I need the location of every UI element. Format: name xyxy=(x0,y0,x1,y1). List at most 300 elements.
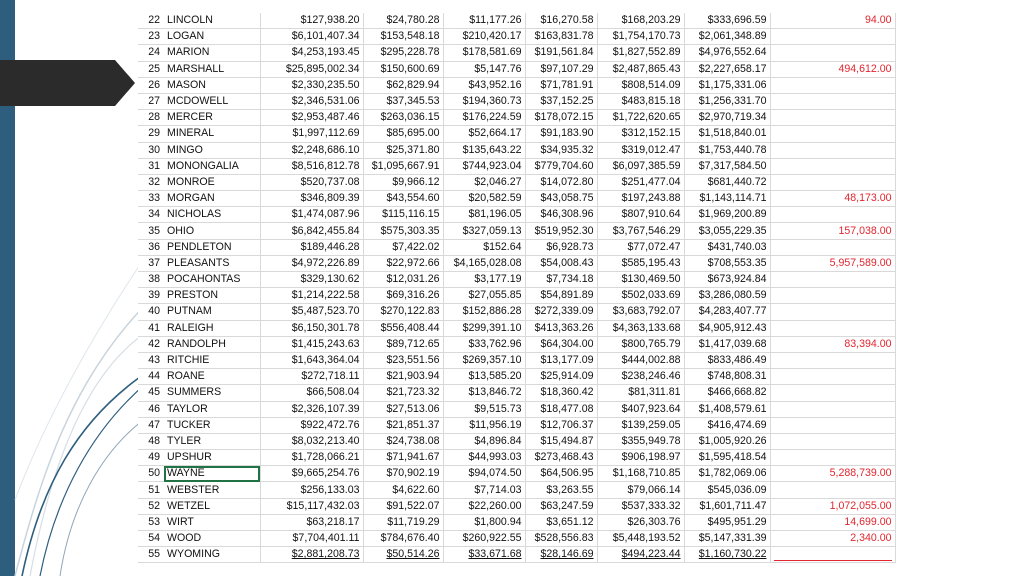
amount-cell[interactable]: $11,956.19 xyxy=(443,417,525,433)
amount-cell[interactable]: $153,548.18 xyxy=(363,29,443,45)
amount-cell[interactable]: $25,371.80 xyxy=(363,142,443,158)
extra-amount-cell[interactable] xyxy=(770,29,895,45)
amount-cell[interactable]: $89,712.65 xyxy=(363,336,443,352)
county-cell[interactable]: TUCKER xyxy=(164,417,260,433)
amount-cell[interactable]: $4,165,028.08 xyxy=(443,255,525,271)
extra-amount-cell[interactable] xyxy=(770,158,895,174)
amount-cell[interactable]: $94,074.50 xyxy=(443,466,525,482)
amount-cell[interactable]: $1,601,711.47 xyxy=(684,498,770,514)
spreadsheet xyxy=(138,13,898,569)
amount-cell[interactable]: $272,339.09 xyxy=(525,304,597,320)
amount-cell[interactable]: $585,195.43 xyxy=(597,255,684,271)
amount-cell[interactable]: $97,107.29 xyxy=(525,61,597,77)
extra-amount-cell[interactable] xyxy=(770,320,895,336)
amount-cell[interactable]: $1,415,243.63 xyxy=(260,336,363,352)
amount-cell[interactable]: $312,152.15 xyxy=(597,126,684,142)
amount-cell[interactable]: $413,363.26 xyxy=(525,320,597,336)
county-cell[interactable]: PRESTON xyxy=(164,288,260,304)
amount-cell[interactable]: $355,949.78 xyxy=(597,433,684,449)
amount-cell[interactable]: $3,286,080.59 xyxy=(684,288,770,304)
amount-cell[interactable]: $346,809.39 xyxy=(260,191,363,207)
amount-cell[interactable]: $273,468.43 xyxy=(525,450,597,466)
extra-amount-cell[interactable]: 14,699.00 xyxy=(770,514,895,530)
amount-cell[interactable]: $2,970,719.34 xyxy=(684,110,770,126)
amount-cell[interactable]: $575,303.35 xyxy=(363,223,443,239)
amount-cell[interactable]: $43,952.16 xyxy=(443,77,525,93)
amount-cell[interactable]: $15,494.87 xyxy=(525,433,597,449)
amount-cell[interactable]: $21,723.32 xyxy=(363,385,443,401)
table-row xyxy=(138,514,895,530)
row-number: 42 xyxy=(138,336,164,352)
amount-cell[interactable]: $808,514.09 xyxy=(597,77,684,93)
county-cell[interactable]: MASON xyxy=(164,77,260,93)
amount-cell[interactable]: $15,117,432.03 xyxy=(260,498,363,514)
amount-cell[interactable]: $28,146.69 xyxy=(525,547,597,563)
amount-cell[interactable]: $135,643.22 xyxy=(443,142,525,158)
amount-cell[interactable]: $7,714.03 xyxy=(443,482,525,498)
amount-cell[interactable]: $263,036.15 xyxy=(363,110,443,126)
extra-amount-cell[interactable] xyxy=(770,385,895,401)
amount-cell[interactable]: $210,420.17 xyxy=(443,29,525,45)
amount-cell[interactable]: $62,829.94 xyxy=(363,77,443,93)
amount-cell[interactable]: $11,719.29 xyxy=(363,514,443,530)
amount-cell[interactable]: $1,800.94 xyxy=(443,514,525,530)
extra-amount-cell[interactable] xyxy=(770,482,895,498)
amount-cell[interactable]: $16,270.58 xyxy=(525,13,597,29)
amount-cell[interactable]: $319,012.47 xyxy=(597,142,684,158)
extra-amount-cell[interactable]: 48,173.00 xyxy=(770,191,895,207)
amount-cell[interactable]: $13,846.72 xyxy=(443,385,525,401)
amount-cell[interactable]: $537,333.32 xyxy=(597,498,684,514)
amount-cell[interactable]: $2,346,531.06 xyxy=(260,93,363,109)
amount-cell[interactable]: $495,951.29 xyxy=(684,514,770,530)
amount-cell[interactable]: $333,696.59 xyxy=(684,13,770,29)
amount-cell[interactable]: $748,808.31 xyxy=(684,369,770,385)
extra-amount-cell[interactable] xyxy=(770,450,895,466)
amount-cell[interactable]: $194,360.73 xyxy=(443,93,525,109)
county-cell[interactable]: MORGAN xyxy=(164,191,260,207)
amount-cell[interactable]: $681,440.72 xyxy=(684,174,770,190)
amount-cell[interactable]: $327,059.13 xyxy=(443,223,525,239)
table-row xyxy=(138,482,895,498)
extra-amount-cell[interactable]: 494,612.00 xyxy=(770,61,895,77)
county-cell[interactable]: WEBSTER xyxy=(164,482,260,498)
county-cell[interactable]: PENDLETON xyxy=(164,239,260,255)
extra-amount-cell[interactable] xyxy=(770,352,895,368)
row-number: 40 xyxy=(138,304,164,320)
amount-cell[interactable]: $43,554.60 xyxy=(363,191,443,207)
amount-cell[interactable]: $150,600.69 xyxy=(363,61,443,77)
amount-cell[interactable]: $520,737.08 xyxy=(260,174,363,190)
county-cell[interactable]: RALEIGH xyxy=(164,320,260,336)
amount-cell[interactable]: $1,518,840.01 xyxy=(684,126,770,142)
county-cell[interactable]: MARION xyxy=(164,45,260,61)
amount-cell[interactable]: $54,891.89 xyxy=(525,288,597,304)
county-cell[interactable]: ROANE xyxy=(164,369,260,385)
amount-cell[interactable]: $25,914.09 xyxy=(525,369,597,385)
amount-cell[interactable]: $50,514.26 xyxy=(363,547,443,563)
amount-cell[interactable]: $139,259.05 xyxy=(597,417,684,433)
amount-cell[interactable]: $11,177.26 xyxy=(443,13,525,29)
amount-cell[interactable]: $22,260.00 xyxy=(443,498,525,514)
amount-cell[interactable]: $2,248,686.10 xyxy=(260,142,363,158)
amount-cell[interactable]: $12,706.37 xyxy=(525,417,597,433)
county-cell[interactable]: PUTNAM xyxy=(164,304,260,320)
amount-cell[interactable]: $6,842,455.84 xyxy=(260,223,363,239)
county-cell[interactable]: WETZEL xyxy=(164,498,260,514)
extra-amount-cell[interactable] xyxy=(770,417,895,433)
amount-cell[interactable]: $70,902.19 xyxy=(363,466,443,482)
amount-cell[interactable]: $2,330,235.50 xyxy=(260,77,363,93)
extra-amount-cell[interactable] xyxy=(770,272,895,288)
county-cell[interactable]: MINGO xyxy=(164,142,260,158)
county-cell[interactable]: MARSHALL xyxy=(164,61,260,77)
amount-cell[interactable]: $63,247.59 xyxy=(525,498,597,514)
amount-cell[interactable]: $1,417,039.68 xyxy=(684,336,770,352)
amount-cell[interactable]: $71,781.91 xyxy=(525,77,597,93)
amount-cell[interactable]: $519,952.30 xyxy=(525,223,597,239)
amount-cell[interactable]: $1,005,920.26 xyxy=(684,433,770,449)
row-number: 41 xyxy=(138,320,164,336)
amount-cell[interactable]: $2,953,487.46 xyxy=(260,110,363,126)
amount-cell[interactable]: $528,556.83 xyxy=(525,531,597,547)
table-row xyxy=(138,498,895,514)
amount-cell[interactable]: $708,553.35 xyxy=(684,255,770,271)
amount-cell[interactable]: $7,317,584.50 xyxy=(684,158,770,174)
extra-amount-cell[interactable]: 2,340.00 xyxy=(770,531,895,547)
amount-cell[interactable]: $63,218.17 xyxy=(260,514,363,530)
amount-cell[interactable]: $3,263.55 xyxy=(525,482,597,498)
table-row xyxy=(138,547,895,563)
table-row xyxy=(138,77,895,93)
amount-cell[interactable]: $64,506.95 xyxy=(525,466,597,482)
extra-amount-cell[interactable] xyxy=(770,207,895,223)
amount-cell[interactable]: $1,408,579.61 xyxy=(684,401,770,417)
extra-amount-cell[interactable] xyxy=(770,174,895,190)
amount-cell[interactable]: $6,097,385.59 xyxy=(597,158,684,174)
row-number: 54 xyxy=(138,531,164,547)
amount-cell[interactable]: $1,997,112.69 xyxy=(260,126,363,142)
extra-amount-cell[interactable]: 5,288,739.00 xyxy=(770,466,895,482)
table-row xyxy=(138,272,895,288)
amount-cell[interactable]: $1,143,114.71 xyxy=(684,191,770,207)
amount-cell[interactable]: $466,668.82 xyxy=(684,385,770,401)
amount-cell[interactable]: $2,881,208.73 xyxy=(260,547,363,563)
amount-cell[interactable]: $191,561.84 xyxy=(525,45,597,61)
amount-cell[interactable]: $37,152.25 xyxy=(525,93,597,109)
amount-cell[interactable]: $9,966.12 xyxy=(363,174,443,190)
amount-cell[interactable]: $176,224.59 xyxy=(443,110,525,126)
amount-cell[interactable]: $4,253,193.45 xyxy=(260,45,363,61)
table-row xyxy=(138,417,895,433)
extra-amount-cell[interactable]: 1,072,055.00 xyxy=(770,498,895,514)
row-number: 52 xyxy=(138,498,164,514)
extra-amount-cell[interactable] xyxy=(770,288,895,304)
amount-cell[interactable]: $833,486.49 xyxy=(684,352,770,368)
amount-cell[interactable]: $13,585.20 xyxy=(443,369,525,385)
amount-cell[interactable]: $7,422.02 xyxy=(363,239,443,255)
amount-cell[interactable]: $779,704.60 xyxy=(525,158,597,174)
row-number: 27 xyxy=(138,93,164,109)
amount-cell[interactable]: $24,738.08 xyxy=(363,433,443,449)
amount-cell[interactable]: $13,177.09 xyxy=(525,352,597,368)
amount-cell[interactable]: $251,477.04 xyxy=(597,174,684,190)
amount-cell[interactable]: $1,782,069.06 xyxy=(684,466,770,482)
amount-cell[interactable]: $1,753,440.78 xyxy=(684,142,770,158)
row-number: 29 xyxy=(138,126,164,142)
extra-amount-cell[interactable] xyxy=(770,45,895,61)
amount-cell[interactable]: $295,228.78 xyxy=(363,45,443,61)
amount-cell[interactable]: $152.64 xyxy=(443,239,525,255)
amount-cell[interactable]: $494,223.44 xyxy=(597,547,684,563)
amount-cell[interactable]: $14,072.80 xyxy=(525,174,597,190)
table-row xyxy=(138,336,895,352)
amount-cell[interactable]: $256,133.03 xyxy=(260,482,363,498)
amount-cell[interactable]: $1,474,087.96 xyxy=(260,207,363,223)
table-row xyxy=(138,126,895,142)
amount-cell[interactable]: $7,734.18 xyxy=(525,272,597,288)
extra-amount-cell[interactable] xyxy=(770,142,895,158)
amount-cell[interactable]: $4,896.84 xyxy=(443,433,525,449)
extra-amount-cell[interactable]: 5,957,589.00 xyxy=(770,255,895,271)
extra-amount-cell[interactable] xyxy=(770,77,895,93)
amount-cell[interactable]: $91,183.90 xyxy=(525,126,597,142)
county-cell[interactable]: POCAHONTAS xyxy=(164,272,260,288)
row-number: 43 xyxy=(138,352,164,368)
amount-cell[interactable]: $189,446.28 xyxy=(260,239,363,255)
amount-cell[interactable]: $299,391.10 xyxy=(443,320,525,336)
amount-cell[interactable]: $272,718.11 xyxy=(260,369,363,385)
amount-cell[interactable]: $1,168,710.85 xyxy=(597,466,684,482)
county-cell[interactable]: WYOMING xyxy=(164,547,260,563)
county-cell[interactable]: TAYLOR xyxy=(164,401,260,417)
amount-cell[interactable]: $77,072.47 xyxy=(597,239,684,255)
extra-amount-cell[interactable]: 157,038.00 xyxy=(770,223,895,239)
amount-cell[interactable]: $8,516,812.78 xyxy=(260,158,363,174)
amount-cell[interactable]: $5,147.76 xyxy=(443,61,525,77)
county-cell[interactable]: SUMMERS xyxy=(164,385,260,401)
extra-amount-cell[interactable]: 83,394.00 xyxy=(770,336,895,352)
amount-cell[interactable]: $3,055,229.35 xyxy=(684,223,770,239)
amount-cell[interactable]: $178,072.15 xyxy=(525,110,597,126)
amount-cell[interactable]: $168,203.29 xyxy=(597,13,684,29)
amount-cell[interactable]: $431,740.03 xyxy=(684,239,770,255)
amount-cell[interactable]: $1,643,364.04 xyxy=(260,352,363,368)
amount-cell[interactable]: $25,895,002.34 xyxy=(260,61,363,77)
amount-cell[interactable]: $483,815.18 xyxy=(597,93,684,109)
row-number: 48 xyxy=(138,433,164,449)
amount-cell[interactable]: $69,316.26 xyxy=(363,288,443,304)
amount-cell[interactable]: $27,513.06 xyxy=(363,401,443,417)
table-row xyxy=(138,61,895,77)
amount-cell[interactable]: $329,130.62 xyxy=(260,272,363,288)
amount-cell[interactable]: $66,508.04 xyxy=(260,385,363,401)
amount-cell[interactable]: $3,177.19 xyxy=(443,272,525,288)
amount-cell[interactable]: $4,976,552.64 xyxy=(684,45,770,61)
amount-cell[interactable]: $2,061,348.89 xyxy=(684,29,770,45)
amount-cell[interactable]: $8,032,213.40 xyxy=(260,433,363,449)
amount-cell[interactable]: $1,827,552.89 xyxy=(597,45,684,61)
amount-cell[interactable]: $81,311.81 xyxy=(597,385,684,401)
county-cell[interactable]: WAYNE xyxy=(164,466,260,482)
county-cell[interactable]: RITCHIE xyxy=(164,352,260,368)
amount-cell[interactable]: $85,695.00 xyxy=(363,126,443,142)
amount-cell[interactable]: $79,066.14 xyxy=(597,482,684,498)
amount-cell[interactable]: $6,150,301.78 xyxy=(260,320,363,336)
amount-cell[interactable]: $27,055.85 xyxy=(443,288,525,304)
amount-cell[interactable]: $54,008.43 xyxy=(525,255,597,271)
amount-cell[interactable]: $4,622.60 xyxy=(363,482,443,498)
county-cell[interactable]: MERCER xyxy=(164,110,260,126)
amount-cell[interactable]: $2,046.27 xyxy=(443,174,525,190)
amount-cell[interactable]: $7,704,401.11 xyxy=(260,531,363,547)
row-number: 34 xyxy=(138,207,164,223)
row-number: 31 xyxy=(138,158,164,174)
amount-cell[interactable]: $115,116.15 xyxy=(363,207,443,223)
row-number: 22 xyxy=(138,13,164,29)
amount-cell[interactable]: $269,357.10 xyxy=(443,352,525,368)
amount-cell[interactable]: $807,910.64 xyxy=(597,207,684,223)
amount-cell[interactable]: $444,002.88 xyxy=(597,352,684,368)
amount-cell[interactable]: $12,031.26 xyxy=(363,272,443,288)
amount-cell[interactable]: $1,754,170.73 xyxy=(597,29,684,45)
row-number: 26 xyxy=(138,77,164,93)
amount-cell[interactable]: $44,993.03 xyxy=(443,450,525,466)
amount-cell[interactable]: $23,551.56 xyxy=(363,352,443,368)
amount-cell[interactable]: $24,780.28 xyxy=(363,13,443,29)
extra-amount-cell[interactable] xyxy=(770,110,895,126)
amount-cell[interactable]: $20,582.59 xyxy=(443,191,525,207)
amount-cell[interactable]: $1,175,331.06 xyxy=(684,77,770,93)
amount-cell[interactable]: $21,851.37 xyxy=(363,417,443,433)
county-cell[interactable]: WIRT xyxy=(164,514,260,530)
amount-cell[interactable]: $6,101,407.34 xyxy=(260,29,363,45)
amount-cell[interactable]: $800,765.79 xyxy=(597,336,684,352)
county-cell[interactable]: MINERAL xyxy=(164,126,260,142)
amount-cell[interactable]: $91,522.07 xyxy=(363,498,443,514)
amount-cell[interactable]: $33,762.96 xyxy=(443,336,525,352)
amount-cell[interactable]: $1,969,200.89 xyxy=(684,207,770,223)
amount-cell[interactable]: $46,308.96 xyxy=(525,207,597,223)
amount-cell[interactable]: $1,595,418.54 xyxy=(684,450,770,466)
extra-amount-cell[interactable] xyxy=(770,304,895,320)
county-cell[interactable]: TYLER xyxy=(164,433,260,449)
amount-cell[interactable]: $4,905,912.43 xyxy=(684,320,770,336)
amount-cell[interactable]: $37,345.53 xyxy=(363,93,443,109)
amount-cell[interactable]: $545,036.09 xyxy=(684,482,770,498)
amount-cell[interactable]: $744,923.04 xyxy=(443,158,525,174)
amount-cell[interactable]: $71,941.67 xyxy=(363,450,443,466)
amount-cell[interactable]: $18,360.42 xyxy=(525,385,597,401)
amount-cell[interactable]: $9,665,254.76 xyxy=(260,466,363,482)
county-cell[interactable]: NICHOLAS xyxy=(164,207,260,223)
amount-cell[interactable]: $6,928.73 xyxy=(525,239,597,255)
amount-cell[interactable]: $1,722,620.65 xyxy=(597,110,684,126)
amount-cell[interactable]: $2,487,865.43 xyxy=(597,61,684,77)
extra-amount-cell[interactable] xyxy=(770,547,895,563)
amount-cell[interactable]: $34,935.32 xyxy=(525,142,597,158)
amount-cell[interactable]: $3,651.12 xyxy=(525,514,597,530)
table-row xyxy=(138,110,895,126)
amount-cell[interactable]: $5,147,331.39 xyxy=(684,531,770,547)
amount-cell[interactable]: $1,160,730.22 xyxy=(684,547,770,563)
amount-cell[interactable]: $26,303.76 xyxy=(597,514,684,530)
amount-cell[interactable]: $2,326,107.39 xyxy=(260,401,363,417)
amount-cell[interactable]: $260,922.55 xyxy=(443,531,525,547)
amount-cell[interactable]: $130,469.50 xyxy=(597,272,684,288)
extra-amount-cell[interactable]: 94.00 xyxy=(770,13,895,29)
amount-cell[interactable]: $163,831.78 xyxy=(525,29,597,45)
row-number: 55 xyxy=(138,547,164,563)
amount-cell[interactable]: $33,671.68 xyxy=(443,547,525,563)
amount-cell[interactable]: $197,243.88 xyxy=(597,191,684,207)
amount-cell[interactable]: $1,095,667.91 xyxy=(363,158,443,174)
amount-cell[interactable]: $22,972.66 xyxy=(363,255,443,271)
amount-cell[interactable]: $4,283,407.77 xyxy=(684,304,770,320)
amount-cell[interactable]: $5,448,193.52 xyxy=(597,531,684,547)
amount-cell[interactable]: $1,728,066.21 xyxy=(260,450,363,466)
extra-amount-cell[interactable] xyxy=(770,401,895,417)
county-cell[interactable]: MCDOWELL xyxy=(164,93,260,109)
amount-cell[interactable]: $673,924.84 xyxy=(684,272,770,288)
amount-cell[interactable]: $1,214,222.58 xyxy=(260,288,363,304)
amount-cell[interactable]: $43,058.75 xyxy=(525,191,597,207)
extra-amount-cell[interactable] xyxy=(770,93,895,109)
extra-amount-cell[interactable] xyxy=(770,126,895,142)
amount-cell[interactable]: $556,408.44 xyxy=(363,320,443,336)
amount-cell[interactable]: $5,487,523.70 xyxy=(260,304,363,320)
table-row xyxy=(138,174,895,190)
county-cell[interactable]: MONONGALIA xyxy=(164,158,260,174)
amount-cell[interactable]: $52,664.17 xyxy=(443,126,525,142)
amount-cell[interactable]: $21,903.94 xyxy=(363,369,443,385)
county-cell[interactable]: LOGAN xyxy=(164,29,260,45)
amount-cell[interactable]: $407,923.64 xyxy=(597,401,684,417)
amount-cell[interactable]: $81,196.05 xyxy=(443,207,525,223)
amount-cell[interactable]: $3,683,792.07 xyxy=(597,304,684,320)
amount-cell[interactable]: $3,767,546.29 xyxy=(597,223,684,239)
amount-cell[interactable]: $127,938.20 xyxy=(260,13,363,29)
county-cell[interactable]: RANDOLPH xyxy=(164,336,260,352)
amount-cell[interactable]: $906,198.97 xyxy=(597,450,684,466)
extra-amount-cell[interactable] xyxy=(770,239,895,255)
amount-cell[interactable]: $238,246.46 xyxy=(597,369,684,385)
amount-cell[interactable]: $270,122.83 xyxy=(363,304,443,320)
amount-cell[interactable]: $9,515.73 xyxy=(443,401,525,417)
amount-cell[interactable]: $152,886.28 xyxy=(443,304,525,320)
county-cell[interactable]: MONROE xyxy=(164,174,260,190)
county-cell[interactable]: OHIO xyxy=(164,223,260,239)
amount-cell[interactable]: $502,033.69 xyxy=(597,288,684,304)
amount-cell[interactable]: $922,472.76 xyxy=(260,417,363,433)
amount-cell[interactable]: $18,477.08 xyxy=(525,401,597,417)
amount-cell[interactable]: $1,256,331.70 xyxy=(684,93,770,109)
county-cell[interactable]: LINCOLN xyxy=(164,13,260,29)
table-row xyxy=(138,433,895,449)
amount-cell[interactable]: $64,304.00 xyxy=(525,336,597,352)
county-cell[interactable]: UPSHUR xyxy=(164,450,260,466)
amount-cell[interactable]: $178,581.69 xyxy=(443,45,525,61)
amount-cell[interactable]: $416,474.69 xyxy=(684,417,770,433)
amount-cell[interactable]: $2,227,658.17 xyxy=(684,61,770,77)
amount-cell[interactable]: $4,972,226.89 xyxy=(260,255,363,271)
amount-cell[interactable]: $784,676.40 xyxy=(363,531,443,547)
extra-amount-cell[interactable] xyxy=(770,369,895,385)
extra-amount-cell[interactable] xyxy=(770,433,895,449)
amount-cell[interactable]: $4,363,133.68 xyxy=(597,320,684,336)
county-cell[interactable]: WOOD xyxy=(164,531,260,547)
county-cell[interactable]: PLEASANTS xyxy=(164,255,260,271)
